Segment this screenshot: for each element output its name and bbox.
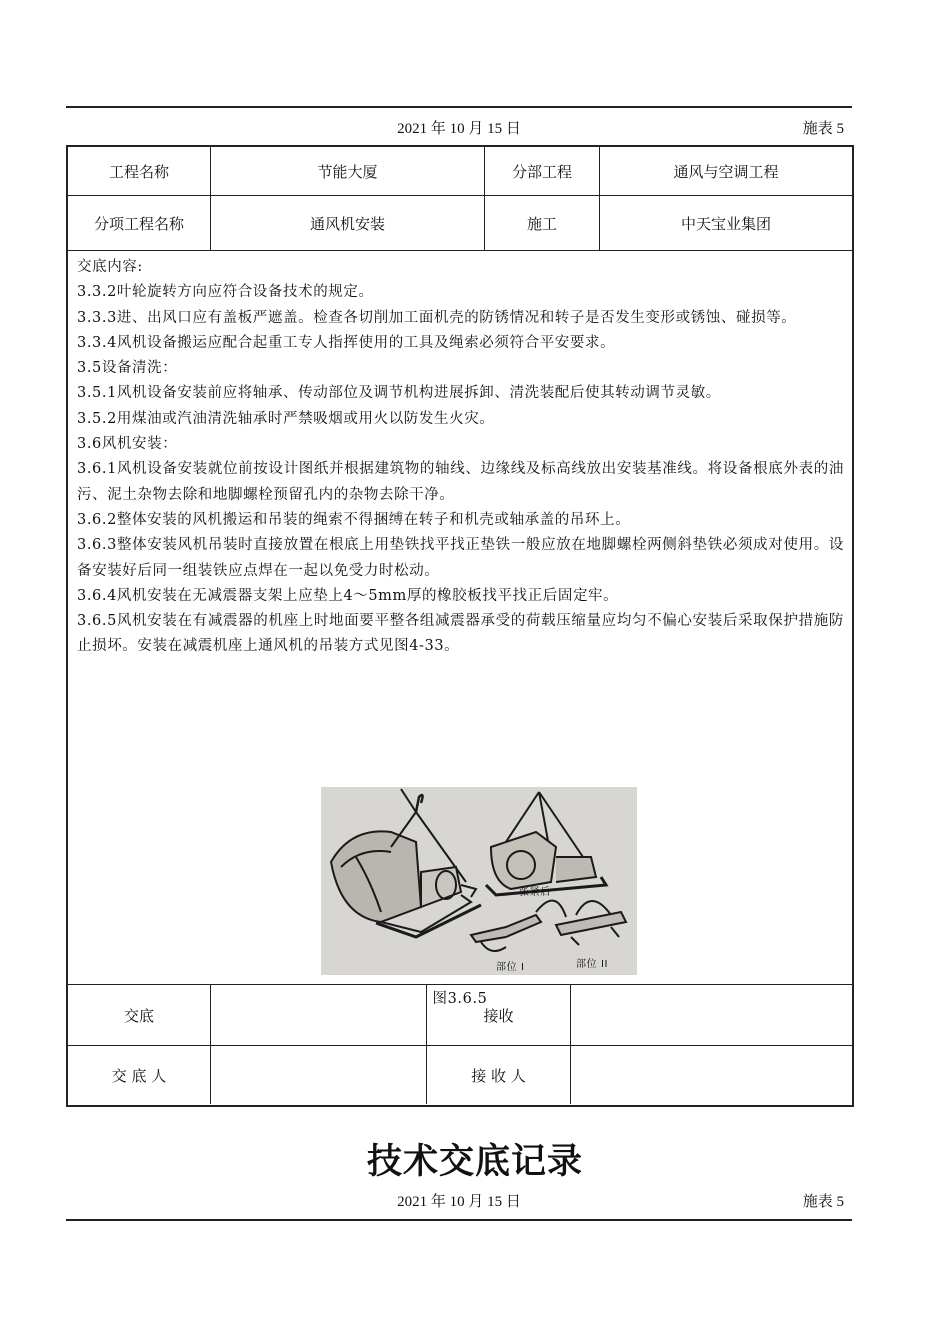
fan-hoisting-illustration — [321, 787, 637, 975]
receive-label: 接收 — [427, 985, 571, 1045]
content-paragraph: 3.6.1风机设备安装就位前按设计图纸并根据建筑物的轴线、边缘线及标高线放出安装基准线。将设备根底外表的油污、泥土杂物去除和地脚螺栓预留孔内的杂物去除干净。 — [77, 461, 844, 503]
content-paragraph: 交底内容: — [77, 259, 143, 275]
footer-date: 2021 年 10 月 15 日 — [397, 1194, 521, 1210]
top-rule — [66, 106, 852, 108]
fan-hoisting-figure — [321, 787, 637, 975]
header-form-no: 施表 5 — [802, 121, 844, 137]
handover-person-value — [211, 1046, 427, 1104]
figure-caption: 图3.6.5 — [432, 991, 488, 1007]
handover-person-label: 交 底 人 — [68, 1046, 211, 1104]
item-value: 通风机安装 — [211, 196, 485, 250]
construction-label: 施工 — [485, 196, 600, 250]
content-paragraph: 3.6.4风机安装在无减震器支架上应垫上4～5mm厚的橡胶板找平找正后固定牢。 — [77, 587, 619, 604]
project-value: 节能大厦 — [211, 147, 485, 195]
content-paragraph: 3.5.2用煤油或汽油清洗轴承时严禁吸烟或用火以防发生火灾。 — [77, 410, 495, 427]
receive-person-value — [571, 1046, 852, 1104]
content-paragraph: 3.6.3整体安装风机吊装时直接放置在根底上用垫铁找平找正垫铁一般应放在地脚螺栓两侧斜垫铁必须成对使用。设备安装好后同一组装铁应点焊在一起以免受力时松动。 — [77, 537, 844, 579]
item-label: 分项工程名称 — [68, 196, 211, 250]
content-paragraph: 3.6风机安装： — [77, 436, 178, 453]
label-after-tension: 张紧后 — [519, 887, 551, 898]
label-part-2: 部位 II — [576, 959, 609, 970]
receive-value — [571, 985, 852, 1045]
project-label: 工程名称 — [68, 147, 211, 195]
signoff-row-1 — [68, 985, 852, 1046]
signoff-row-2 — [68, 1046, 852, 1104]
header-meta — [66, 117, 852, 137]
content-paragraph: 3.3.2叶轮旋转方向应符合设备技术的规定。 — [77, 284, 374, 301]
info-row-2 — [68, 196, 852, 251]
header-date: 2021 年 10 月 15 日 — [397, 121, 521, 137]
footer-form-no: 施表 5 — [802, 1194, 844, 1210]
info-row-1 — [68, 147, 852, 196]
content-paragraph: 3.6.2整体安装的风机搬运和吊装的绳索不得捆缚在转子和机壳或轴承盖的吊环上。 — [77, 511, 631, 528]
content-paragraph: 3.5设备清洗： — [77, 360, 178, 377]
bottom-rule — [66, 1219, 852, 1221]
handover-content — [68, 251, 852, 1007]
division-label: 分部工程 — [485, 147, 600, 195]
label-part-1: 部位 I — [496, 962, 525, 973]
content-paragraph: 3.5.1风机设备安装前应将轴承、传动部位及调节机构进展拆卸、清洗装配后使其转动调节灵敏。 — [77, 385, 721, 402]
content-paragraph: 3.3.4风机设备搬运应配合起重工专人指挥使用的工具及绳索必须符合平安要求。 — [77, 334, 616, 351]
record-table — [66, 145, 854, 1107]
construction-value: 中天宝业集团 — [680, 214, 771, 233]
content-paragraph: 3.3.3进、出风口应有盖板严遮盖。检查各切削加工面机壳的防锈情况和转子是否发生变形或锈蚀、碰损等。 — [77, 309, 797, 326]
document-title: 技术交底记录 — [366, 1142, 583, 1182]
content-paragraph: 3.6.5风机安装在有减震器的机座上时地面要平整各组减震器承受的荷载压缩量应均匀不偏心安装后采取保护措施防止损坏。安装在减震机座上通风机的吊装方式见图4-33。 — [77, 613, 844, 655]
footer-meta — [66, 1190, 852, 1210]
division-value: 通风与空调工程 — [673, 162, 779, 181]
handover-label: 交底 — [68, 985, 211, 1045]
handover-value — [211, 985, 427, 1045]
receive-person-label: 接 收 人 — [427, 1046, 571, 1104]
